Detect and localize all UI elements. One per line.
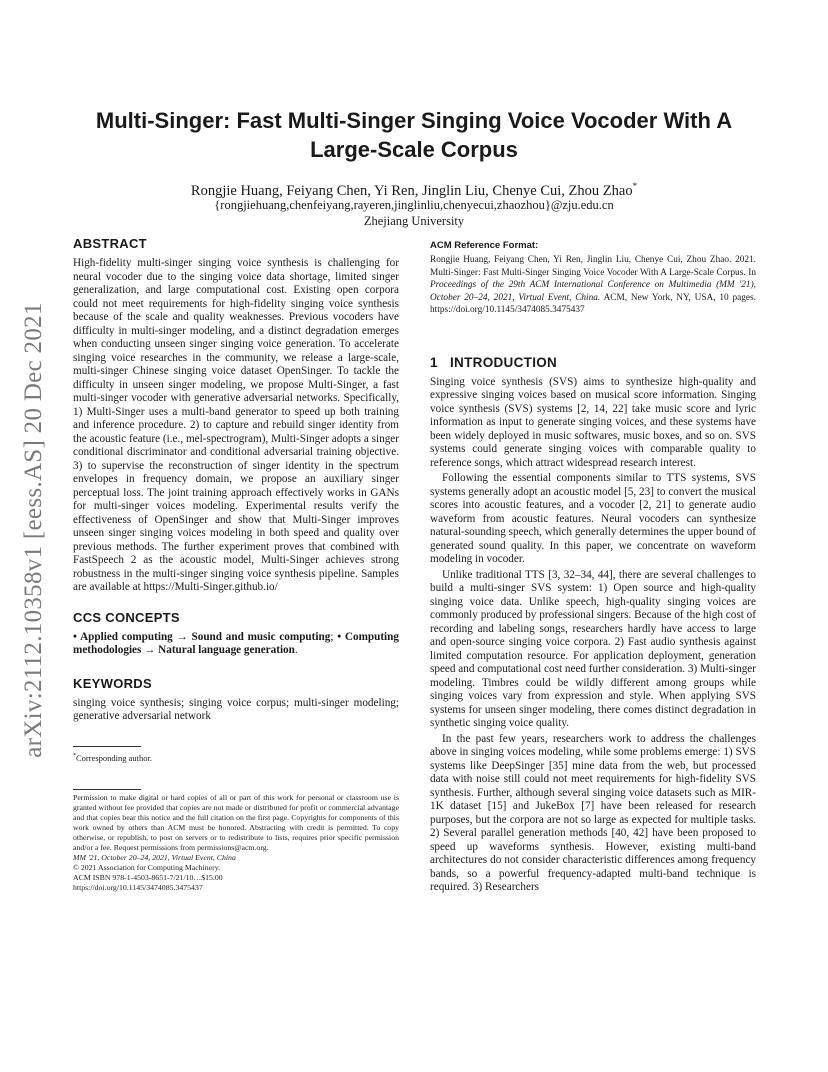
abstract-text: High-fidelity multi-singer singing voice synthesis is challenging for neural vocoder due to the singing voice data shortage, limited singer generalization, and large computational cost. Existing open corpora could not meet requirements for high-fidelity singing voice synthesis because of the scale and quality weaknesses. Previous vocoders have difficulty in multi-singer modeling, and a distinct degradation emerges when conducting unseen singer singing voice generation. To accelerate singing voice researches in the community, we release a large-scale, multi-singer Chinese singing voice dataset OpenSinger. To tackle the difficulty in unseen singer modeling, we propose Multi-Singer, a fast multi-singer vocoder with generative adversarial networks. Specifically, 1) Multi-Singer uses a multi-band generator to speed up both training and inference procedure. 2) to capture and rebuild singer identity from the acoustic feature (i.e., mel-spectrogram), Multi-Singer adopts a singer conditional discriminator and conditional adversarial training objective. 3) to supervise the reconstruction of singer identity in the spectrum envelopes in frequency domain, we propose an auxiliary singer perceptual loss. The joint training approach effectively works in GANs for multi-singer voices modeling. Experimental results verify the effectiveness of OpenSinger and show that Multi-Singer improves unseen singer singing voices modeling in both speed and quality over previous methods. The further experiment proves that combined with FastSpeech 2 as the acoustic model, Multi-Singer achieves strong robustness in the multi-singer singing voice synthesis pipeline. Samples are available at https://Multi-Singer.github.io/ xyxy=(73,257,399,593)
permission-doi: https://doi.org/10.1145/3474085.3475437 xyxy=(73,883,203,893)
footnote xyxy=(73,751,399,764)
ccs-concept-2: • Computing methodologies → Natural language generation xyxy=(73,630,399,656)
ccs-end: . xyxy=(294,644,298,656)
ccs-heading: CCS CONCEPTS xyxy=(73,609,180,625)
author-emails: {rongjiehuang,chenfeiyang,rayeren,jinglinliu,chenyecui,zhaozhou}@zju.edu.cn xyxy=(214,198,614,212)
keywords-text: singing voice synthesis; singing voice corpus; multi-singer modeling; generative adversarial network xyxy=(73,696,399,722)
acm-reference-heading: ACM Reference Format: xyxy=(430,240,539,251)
right-column xyxy=(430,240,756,895)
abstract-section xyxy=(73,236,399,595)
acm-reference-part-b: ACM, New York, NY, USA, 10 pages. https://doi.org/10.1145/3474085.3475437 xyxy=(430,292,756,315)
permission-isbn: ACM ISBN 978-1-4503-8651-7/21/10…$15.00 xyxy=(73,873,223,883)
paper-title: Multi-Singer: Fast Multi-Singer Singing Voice Vocoder With A Large-Scale Corpus xyxy=(95,108,733,162)
corresponding-author-mark: * xyxy=(632,181,638,191)
permission-copyright: © 2021 Association for Computing Machinery. xyxy=(73,863,221,873)
permission-rule xyxy=(73,789,141,790)
introduction-number: 1 xyxy=(430,354,438,370)
author-names: Rongjie Huang, Feiyang Chen, Yi Ren, Jinglin Liu, Chenye Cui, Zhou Zhao xyxy=(190,182,633,199)
arxiv-identifier xyxy=(14,270,54,790)
arxiv-id-text: arXiv:2112.10358v1 [eess.AS] 20 Dec 2021 xyxy=(20,302,47,758)
acm-reference-section xyxy=(430,240,756,317)
footnote-rule xyxy=(73,746,141,747)
intro-paragraph: Following the essential components similar to TTS systems, SVS systems generally adopt an acoustic model [5, 23] to convert the musical scores into acoustic features, and a vocoder [2, 21] to generate audio waveform from acoustic features. Neural vocoders can synthesize natural-sounding speech, which generally determines the upper bound of generated sound quality. In this paper, we concentrate on waveform modeling in vocoder. xyxy=(430,472,756,565)
footnote-mark: * xyxy=(73,752,76,759)
introduction-title: INTRODUCTION xyxy=(450,354,558,370)
permission-block xyxy=(73,789,399,893)
permission-venue: MM '21, October 20–24, 2021, Virtual Event, China xyxy=(73,853,236,863)
acm-reference-text xyxy=(430,254,756,317)
acm-reference-proceedings: Proceedings of the 29th ACM International Conference on Multimedia (MM '21), October 20–24, 2021, Virtual Event, China. xyxy=(430,280,756,303)
footnote-block xyxy=(73,746,399,764)
intro-paragraph: Singing voice synthesis (SVS) aims to synthesize high-quality and expressive singing voices based on musical score information. Singing voice synthesis (SVS) systems [2, 14, 22] take music score and lyric information as input to generate singing voices, and these systems have been widely deployed in music softwares, music boxes, and so on. SVS systems could generate singing voices with comparable quality to reference songs, which attract widespread research interest. xyxy=(430,375,756,469)
ccs-concepts-section xyxy=(73,610,399,658)
ccs-concept-1: • Applied computing → Sound and music computing xyxy=(73,630,331,643)
introduction-heading xyxy=(430,355,756,370)
intro-paragraph: Unlike traditional TTS [3, 32–34, 44], there are several challenges to build a multi-singer SVS system: 1) Open source and high-quality singing voice data. Unlike speech, high-quality singing voices are commonly produced by professional singers. Because of the high cost of recording and labeling songs, researchers hardly have access to large and open-source singing voice corpora. 2) Fast audio synthesis against limited computation resource. For application deployment, generation speed and computational cost need further consideration. 3) Multi-singer modeling. Timbres could be wildly different among groups while singing voices vary from expression and style. When applying SVS systems for unseen singer modeling, there comes distinct degradation in synthetic singing voice quality. xyxy=(430,568,756,729)
keywords-section xyxy=(73,676,399,724)
keywords-heading: KEYWORDS xyxy=(73,675,152,691)
footnote-text: Corresponding author. xyxy=(76,752,153,763)
ccs-text xyxy=(73,631,399,658)
affiliation: Zhejiang University xyxy=(363,214,465,228)
ccs-separator: ; xyxy=(330,630,338,643)
acm-reference-part-a: Rongjie Huang, Feiyang Chen, Yi Ren, Jinglin Liu, Chenye Cui, Zhou Zhao. 2021. Multi-Singer: Fast Multi-Singer Singing Voice Vocoder With A Large-Scale Corpus. In xyxy=(430,255,756,278)
introduction-section xyxy=(430,355,756,895)
left-column xyxy=(73,236,399,893)
intro-paragraph: In the past few years, researchers work to address the challenges above in singing voices modeling, while some problems emerge: 1) SVS systems like DeepSinger [35] mine data from the web, but processed data with noise still could not meet requirements for high-fidelity SVS synthesis. Further, although several singing voice datasets such as MIR-1K dataset [15] and JukeBox [7] have been released for research purposes, but the corpora are not so large as expected for multiple tasks. 2) Several parallel generation methods [40, 42] have been proposed to speed up waveforms synthesis. However, existing multi-band architectures do not consider characteristic differences among frequency bands, so a powerful frequency-adapted multi-band technique is required. 3) Researchers xyxy=(430,732,756,893)
permission-text: Permission to make digital or hard copies of all or part of this work for personal or classroom use is granted without fee provided that copies are not made or distributed for profit or commercial advantage and that copies bear this notice and the full citation on the first page. Copyrights for components of this work owned by others than ACM must be honored. Abstracting with credit is permitted. To copy otherwise, or republish, to post on servers or to redistribute to lists, requires prior specific permission and/or a fee. Request permissions from permissions@acm.org. xyxy=(73,793,399,853)
abstract-heading: ABSTRACT xyxy=(73,236,147,251)
